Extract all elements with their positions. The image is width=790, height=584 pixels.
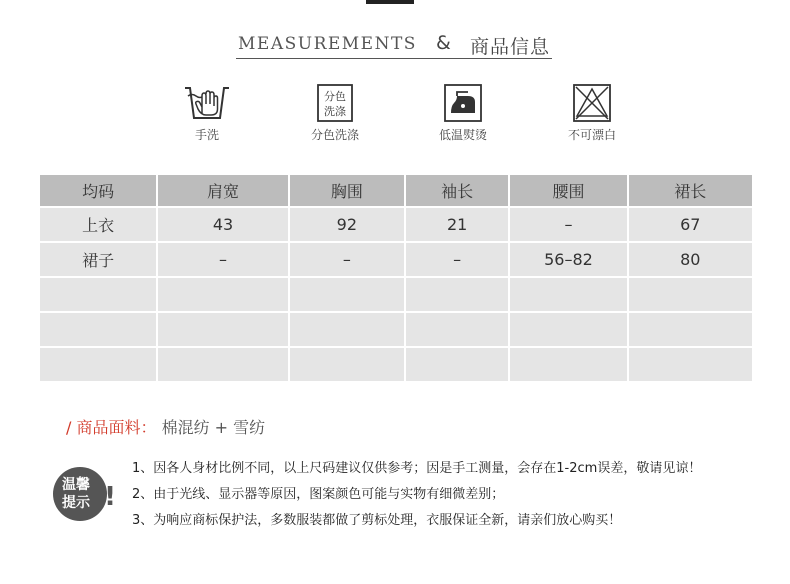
badge-exclamation: ! [104,482,116,512]
size-table [38,173,754,383]
wash-separately-icon [317,84,353,122]
header-cell-shoulder: 肩宽 [157,174,288,207]
table-cell: 裙子 [39,242,157,277]
badge-text-line2: 提示 [62,495,90,511]
icon-text-line2: 洗涤 [324,105,346,118]
care-label: 不可漂白 [567,128,616,142]
table-cell [157,347,288,382]
icon-text-line1: 分色 [324,90,346,103]
table-cell: 43 [157,207,288,242]
table-cell [628,347,753,382]
fabric-slash: / [66,418,72,437]
table-row [39,242,753,277]
table-cell [289,312,405,347]
table-cell [628,312,753,347]
table-cell [509,312,627,347]
table-row [39,277,753,312]
table-cell [405,347,509,382]
title-ampersand: & [436,32,451,54]
header-cell-size: 均码 [39,174,157,207]
header-cell-waist: 腰围 [509,174,627,207]
tips-list [132,456,701,534]
table-cell [157,277,288,312]
header-cell-bust: 胸围 [289,174,405,207]
table-row [39,207,753,242]
care-item-no-bleach [537,84,647,143]
no-bleach-icon [573,84,611,122]
care-item-wash-separately [280,84,390,143]
table-cell: – [509,207,627,242]
title-underline [236,58,552,59]
table-row [39,347,753,382]
tip-line: 2、由于光线、显示器等原因，图案颜色可能与实物有细微差别； [132,487,505,502]
title-chinese: 商品信息 [470,36,551,58]
table-cell: – [157,242,288,277]
fabric-value: 棉混纺 + 雪纺 [161,418,266,437]
table-header-row [39,174,753,207]
table-row [39,312,753,347]
care-label: 低温熨烫 [438,128,487,142]
table-cell [405,312,509,347]
table-cell: – [289,242,405,277]
table-cell: 92 [289,207,405,242]
care-item-hand-wash [152,84,262,143]
fabric-info [66,415,265,438]
section-title [0,31,790,59]
header-cell-sleeve: 袖长 [405,174,509,207]
table-cell [289,277,405,312]
table-cell [157,312,288,347]
title-english: MEASUREMENTS [238,34,417,54]
low-iron-icon [444,84,482,122]
table-cell: 56–82 [509,242,627,277]
care-item-low-iron [408,84,518,143]
table-cell [39,277,157,312]
tip-line: 3、为响应商标保护法，多数服装都做了剪标处理，衣服保证全新，请亲们放心购买！ [132,513,622,528]
table-cell [39,347,157,382]
badge-text-line1: 温馨 [62,477,90,493]
table-cell: 67 [628,207,753,242]
table-cell [39,312,157,347]
table-cell [628,277,753,312]
table-cell [405,277,509,312]
table-cell: 80 [628,242,753,277]
table-cell [509,277,627,312]
table-cell: 上衣 [39,207,157,242]
warm-tips-badge [52,465,120,523]
care-label: 分色洗涤 [310,128,359,142]
top-accent-bar [366,0,414,4]
care-label: 手洗 [194,128,219,142]
header-cell-skirt-length: 裙长 [628,174,753,207]
table-cell [289,347,405,382]
table-cell [509,347,627,382]
table-cell: – [405,242,509,277]
hand-wash-icon [182,84,232,122]
fabric-label: 商品面料： [76,418,157,437]
tip-line: 1、因各人身材比例不同，以上尺码建议仅供参考；因是手工测量，会存在1-2cm误差，敬请见谅！ [132,461,702,476]
table-cell: 21 [405,207,509,242]
